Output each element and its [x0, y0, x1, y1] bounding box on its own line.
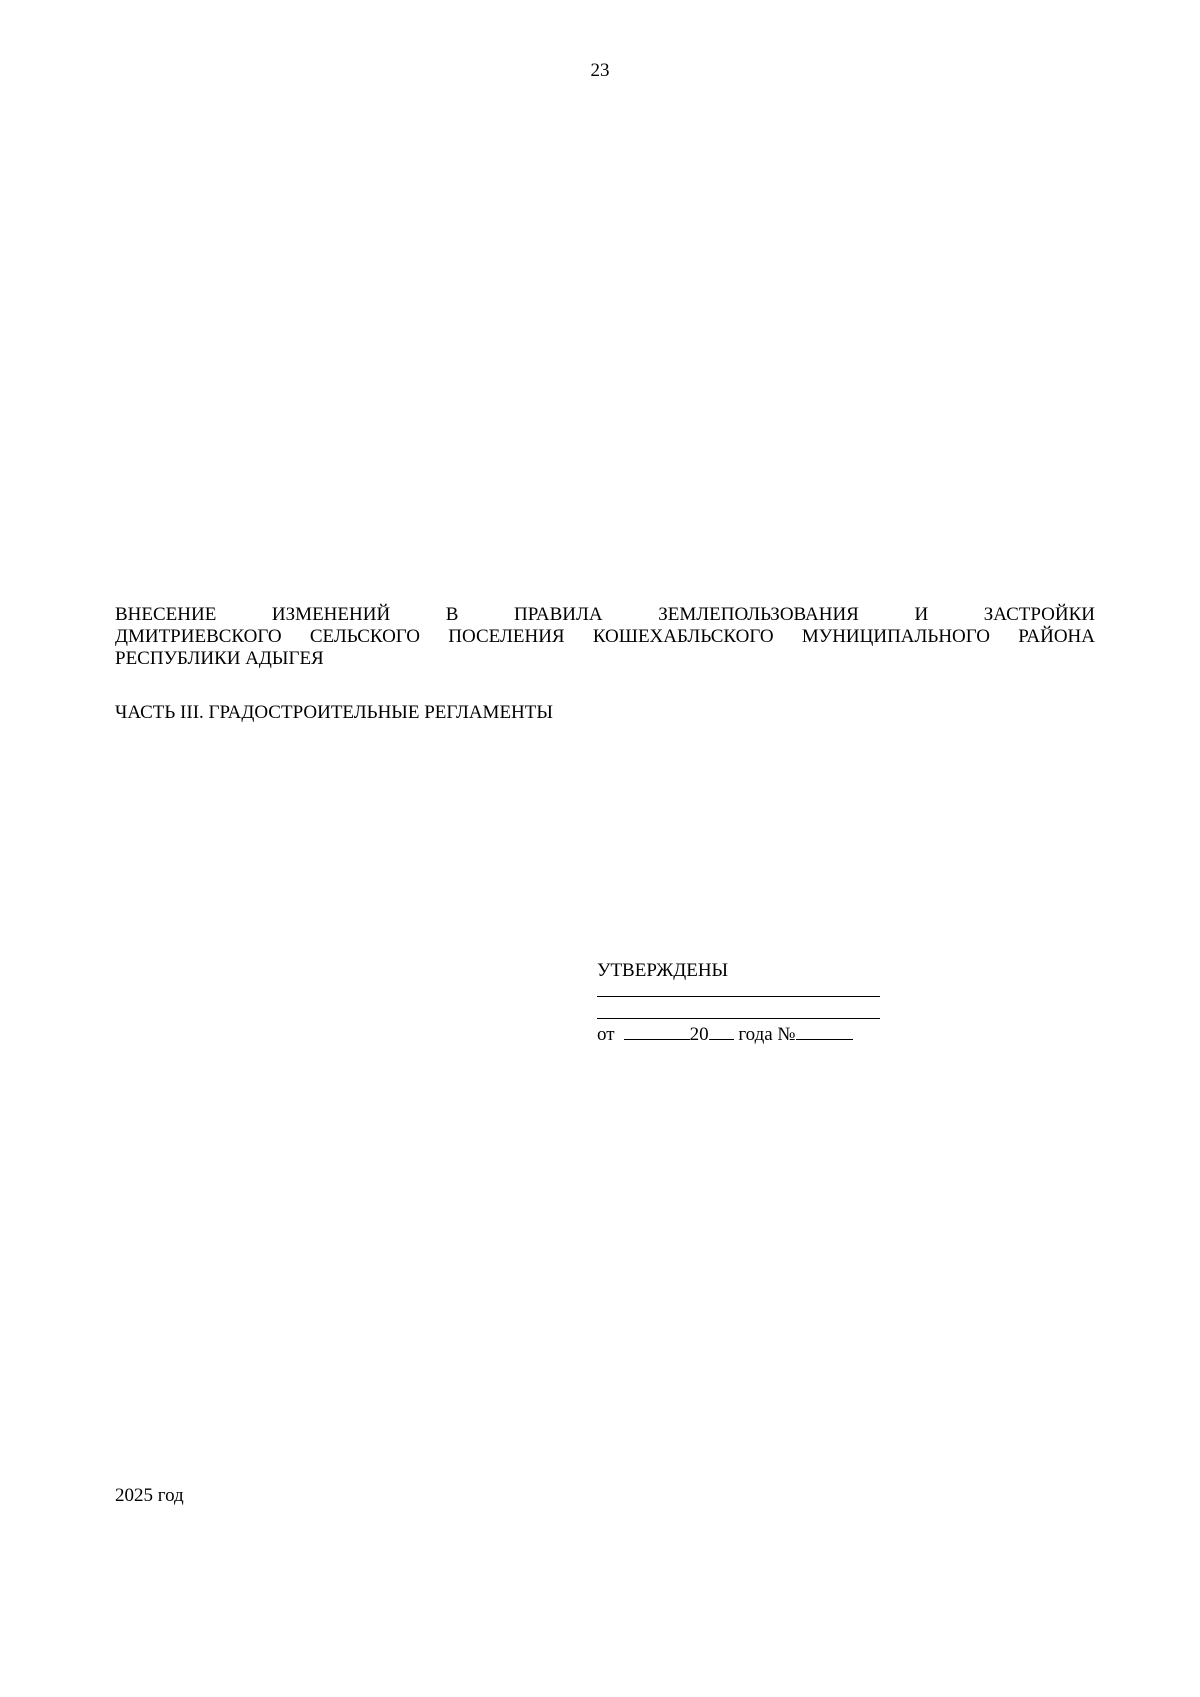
year-prefix: 20	[689, 1024, 709, 1045]
approval-block	[597, 960, 882, 1046]
year-blank	[709, 1021, 734, 1040]
title-line-2: ДМИТРИЕВСКОГО СЕЛЬСКОГО ПОСЕЛЕНИЯ КОШЕХАБЛЬСКОГО МУНИЦИПАЛЬНОГО РАЙОНА	[115, 626, 1095, 647]
year-suffix: года №	[738, 1024, 796, 1045]
document-title	[115, 604, 1095, 670]
page-number: 23	[590, 60, 610, 81]
title-line-3: РЕСПУБЛИКИ АДЫГЕЯ	[115, 648, 324, 669]
approval-date-line	[597, 1021, 882, 1046]
number-blank	[796, 1021, 853, 1040]
approved-label: УТВЕРЖДЕНЫ	[597, 960, 729, 981]
approver-signature-line	[597, 996, 880, 997]
footer-year: 2025 год	[115, 1485, 184, 1506]
date-prefix: от	[597, 1024, 615, 1045]
approver-second-line	[597, 1018, 880, 1019]
part-title: ЧАСТЬ III. ГРАДОСТРОИТЕЛЬНЫЕ РЕГЛАМЕНТЫ	[115, 702, 553, 723]
day-month-blank	[624, 1021, 690, 1040]
title-line-1: ВНЕСЕНИЕ ИЗМЕНЕНИЙ В ПРАВИЛА ЗЕМЛЕПОЛЬЗОВАНИЯ И ЗАСТРОЙКИ	[115, 604, 1095, 625]
